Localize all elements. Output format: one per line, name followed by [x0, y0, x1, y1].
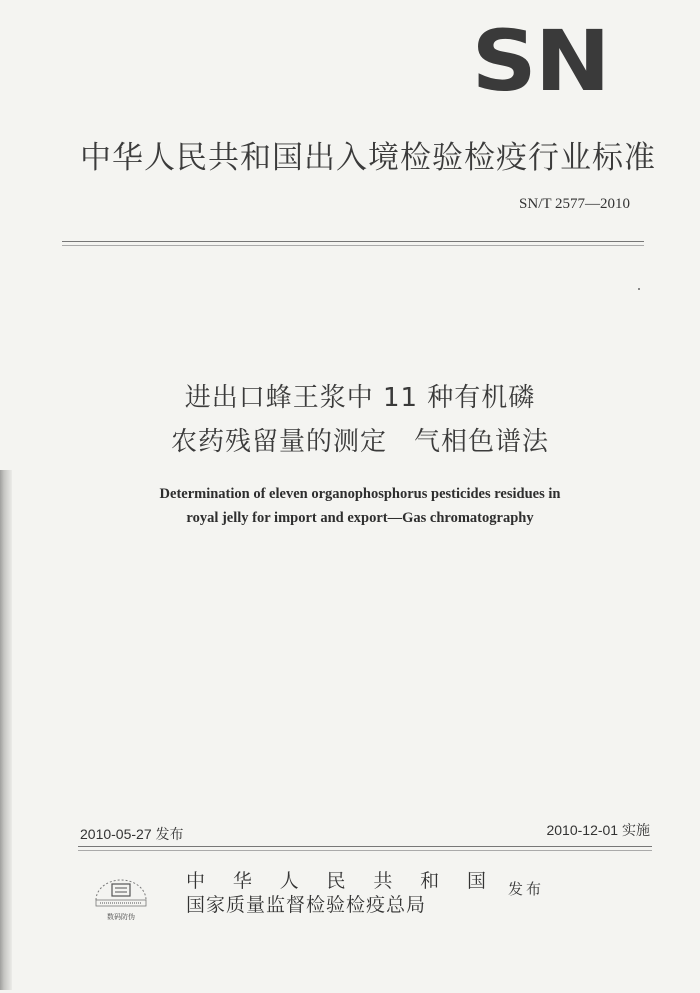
- header-rule-secondary: [62, 245, 644, 246]
- footer-rule: [78, 846, 652, 847]
- implementation-date: 2010-12-01 实施: [546, 822, 650, 838]
- issuer-char: 华: [232, 870, 252, 892]
- issuer-char: 民: [326, 870, 346, 892]
- issuer-country: [186, 866, 486, 893]
- english-title: [120, 482, 600, 530]
- standard-code: SN/T 2577—2010: [519, 196, 630, 212]
- chinese-title: [100, 376, 620, 464]
- seal-caption: 数码防伪: [107, 913, 135, 921]
- issuer-char: 和: [420, 870, 440, 892]
- chinese-title-line-2: 农药残留量的测定 气相色谱法: [170, 427, 549, 457]
- issue-date: 2010-05-27 发布: [80, 826, 184, 842]
- issuer-suffix: 发布: [508, 880, 545, 898]
- footer-rule-secondary: [78, 850, 652, 851]
- issuer-char: 国: [466, 870, 486, 892]
- chinese-title-line-1: 进出口蜂王浆中 11 种有机磷: [184, 383, 536, 413]
- header-rule: [62, 241, 644, 242]
- scan-edge-shadow: [0, 470, 12, 990]
- issuer-char: 共: [373, 870, 393, 892]
- english-title-line-2: royal jelly for import and export—Gas chromatography: [186, 510, 534, 526]
- scan-speck: [638, 288, 640, 290]
- english-title-line-1: Determination of eleven organophosphorus pesticides residues in: [159, 486, 561, 502]
- sn-logo: SN: [471, 12, 609, 110]
- issuer-agency: 国家质量监督检验检疫总局: [186, 894, 427, 916]
- issuer-char: 中: [186, 870, 206, 892]
- issuer-char: 人: [279, 870, 299, 892]
- org-title: 中华人民共和国出入境检验检疫行业标准: [80, 140, 656, 176]
